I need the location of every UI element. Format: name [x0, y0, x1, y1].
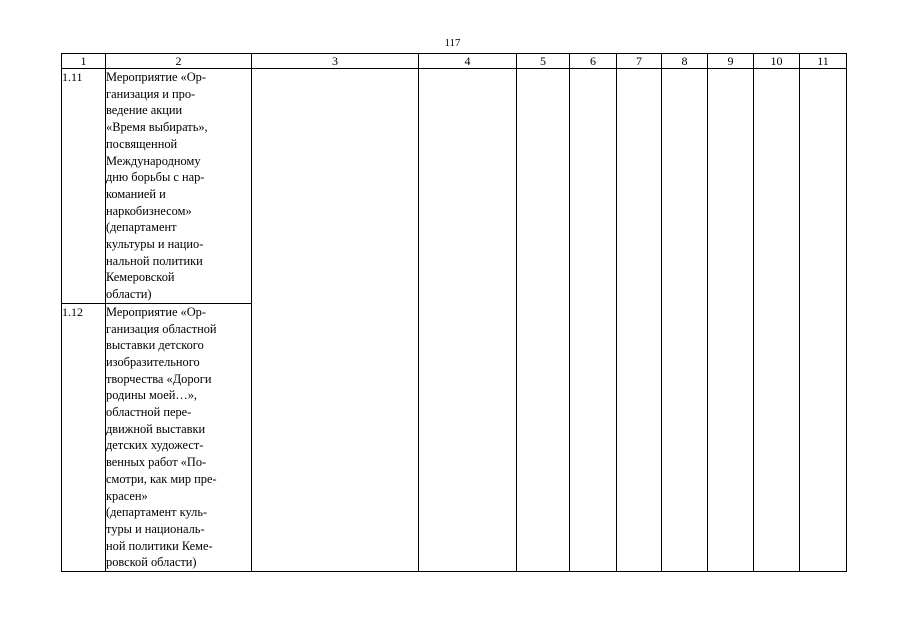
column-header-6: 6: [570, 54, 617, 69]
description-line: ровской области): [106, 555, 197, 570]
column-10-cell: [754, 69, 800, 572]
table-row: [62, 69, 847, 304]
description-line: областной пере-: [106, 405, 192, 420]
description-line: красен»: [106, 488, 148, 503]
description-line: движной выставки: [106, 421, 206, 436]
description-line: наркобизнесом»: [106, 203, 192, 218]
column-header-2: 2: [106, 54, 252, 69]
column-header-9: 9: [708, 54, 754, 69]
description-line: дню борьбы с нар-: [106, 170, 205, 185]
description-line: творчества «Дороги: [106, 371, 212, 386]
column-6-cell: [570, 69, 617, 572]
description-line: посвященной: [106, 136, 178, 151]
description-line: Мероприятие «Ор-: [106, 304, 207, 319]
description-line: Кемеровской: [106, 270, 175, 285]
description-line: (департамент: [106, 220, 177, 235]
column-header-3: 3: [252, 54, 419, 69]
description-line: выставки детского: [106, 338, 204, 353]
description-line: ганизация областной: [106, 321, 217, 336]
page-number: 117: [444, 37, 461, 49]
column-header-11: 11: [800, 54, 847, 69]
description-line: (департамент куль-: [106, 505, 208, 520]
plan-table: [61, 53, 847, 572]
description-line: изобразительного: [106, 354, 200, 369]
description-line: венных работ «По-: [106, 455, 207, 470]
description-line: смотри, как мир пре-: [106, 471, 217, 486]
column-9-cell: [708, 69, 754, 572]
row-number: 1.11: [62, 69, 106, 304]
row-number: 1.12: [62, 303, 106, 571]
description-line: культуры и нацио-: [106, 237, 204, 252]
column-header-8: 8: [662, 54, 708, 69]
description-line: родины моей…»,: [106, 388, 198, 403]
description-line: ной политики Кеме-: [106, 538, 213, 553]
column-8-cell: [662, 69, 708, 572]
description-line: команией и: [106, 186, 166, 201]
description-line: «Время выбирать»,: [106, 120, 208, 135]
column-11-cell: [800, 69, 847, 572]
description-line: ведение акции: [106, 103, 183, 118]
row-description: [106, 69, 252, 304]
description-line: ганизация и про-: [106, 86, 196, 101]
column-header-5: 5: [517, 54, 570, 69]
column-5-cell: [517, 69, 570, 572]
description-line: Мероприятие «Ор-: [106, 70, 207, 84]
description-line: области): [106, 287, 152, 302]
row-description: [106, 303, 252, 571]
column-3-cell: [252, 69, 419, 572]
column-number-header-row: [62, 54, 847, 69]
column-4-cell: [419, 69, 517, 572]
description-line: Международному: [106, 153, 201, 168]
column-header-7: 7: [617, 54, 662, 69]
column-header-4: 4: [419, 54, 517, 69]
description-line: детских художест-: [106, 438, 204, 453]
column-header-10: 10: [754, 54, 800, 69]
column-7-cell: [617, 69, 662, 572]
description-line: туры и националь-: [106, 521, 205, 536]
column-header-1: 1: [62, 54, 106, 69]
description-line: нальной политики: [106, 253, 203, 268]
